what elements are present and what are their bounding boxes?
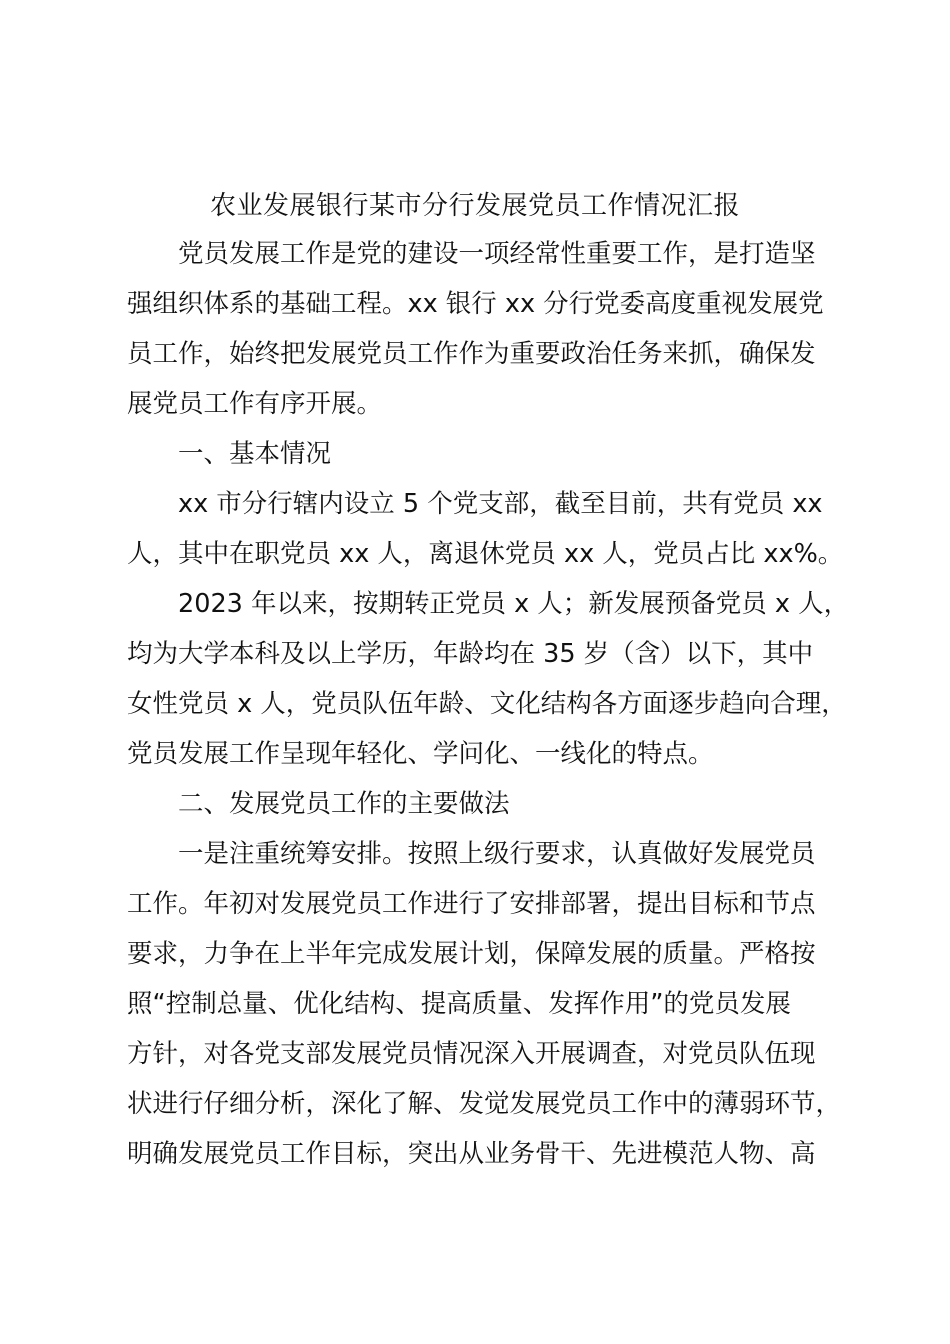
paragraph-line: xx 市分行辖内设立 5 个党支部，截至目前，共有党员 xx bbox=[178, 489, 823, 519]
paragraph-line: 要求，力争在上半年完成发展计划，保障发展的质量。严格按 bbox=[127, 939, 816, 969]
paragraph-line: 党员发展工作呈现年轻化、学问化、一线化的特点。 bbox=[127, 739, 714, 769]
paragraph-line: 明确发展党员工作目标，突出从业务骨干、先进模范人物、高 bbox=[127, 1139, 816, 1169]
paragraph-line: 展党员工作有序开展。 bbox=[127, 389, 383, 419]
document-title: 农业发展银行某市分行发展党员工作情况汇报 bbox=[209, 191, 740, 221]
paragraph-line: 状进行仔细分析，深化了解、发觉发展党员工作中的薄弱环节， bbox=[127, 1089, 842, 1119]
paragraph-line: 女性党员 x 人，党员队伍年龄、文化结构各方面逐步趋向合理， bbox=[127, 689, 847, 719]
section-heading: 一、基本情况 bbox=[178, 439, 332, 469]
paragraph-line: 强组织体系的基础工程。xx 银行 xx 分行党委高度重视发展党 bbox=[127, 289, 824, 319]
paragraph-line: 方针，对各党支部发展党员情况深入开展调查，对党员队伍现 bbox=[127, 1039, 816, 1069]
paragraph-line: 2023 年以来，按期转正党员 x 人；新发展预备党员 x 人， bbox=[178, 589, 850, 619]
section-heading: 二、发展党员工作的主要做法 bbox=[178, 789, 510, 819]
paragraph-line: 员工作，始终把发展党员工作作为重要政治任务来抓，确保发 bbox=[127, 339, 816, 369]
paragraph-line: 照“控制总量、优化结构、提高质量、发挥作用”的党员发展 bbox=[127, 989, 791, 1019]
paragraph-line: 人，其中在职党员 xx 人，离退休党员 xx 人，党员占比 xx%。 bbox=[127, 539, 844, 569]
paragraph-line: 一是注重统筹安排。按照上级行要求，认真做好发展党员 bbox=[178, 839, 816, 869]
paragraph-line: 均为大学本科及以上学历，年龄均在 35 岁（含）以下，其中 bbox=[127, 639, 814, 669]
paragraph-line: 工作。年初对发展党员工作进行了安排部署，提出目标和节点 bbox=[127, 889, 816, 919]
paragraph-line: 党员发展工作是党的建设一项经常性重要工作，是打造坚 bbox=[178, 239, 816, 269]
